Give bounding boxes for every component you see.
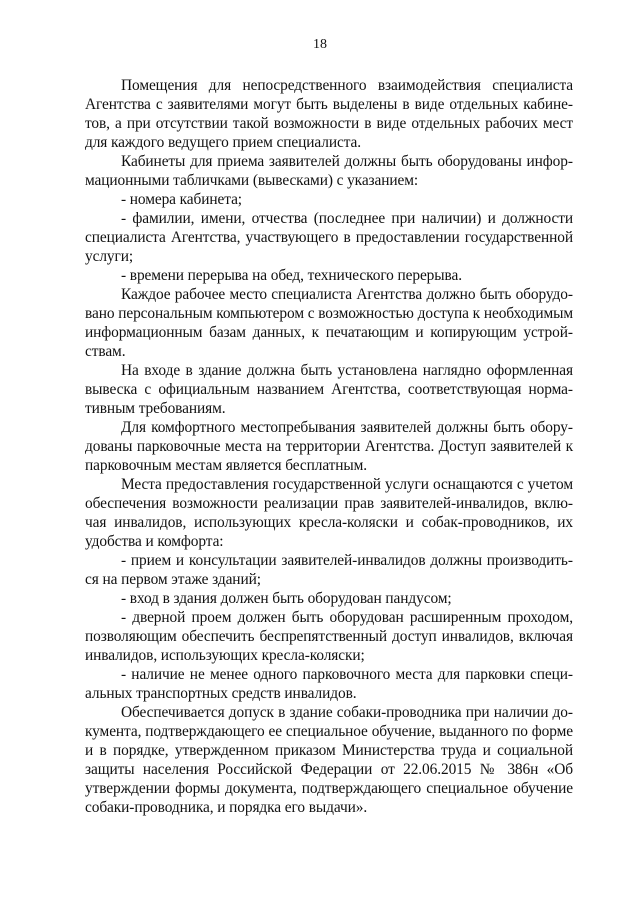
paragraph-workplace-equipment: Каждое рабочее место специалиста Агентства должно быть оборудовано персональным компьютером с возможностью доступа к необходимым информационным базам данных, к печатающим и копирующим устройствам. <box>85 286 573 360</box>
paragraph-cabinets-signs: Кабинеты для приема заявителей должны быть оборудованы информационными табличками (вывесками) с указанием: <box>85 153 573 189</box>
paragraph-accessibility: Места предоставления государственной услуги оснащаются с учетом обеспечения возможности реализации прав заявителей-инвалидов, включая инвалидов, использующих кресла-коляски и собак-проводников, их удобства и комфорта: <box>85 476 573 550</box>
list-item-break-time: - времени перерыва на обед, технического перерыва. <box>121 267 462 284</box>
document-body <box>85 76 573 817</box>
list-item-specialist-name: - фамилии, имени, отчества (последнее при наличии) и должности специалиста Агентства, участвующего в предоставлении государственной услуги; <box>85 210 573 265</box>
list-item-cabinet-number: - номера кабинета; <box>121 191 242 208</box>
paragraph-entrance-sign: На входе в здание должна быть установлена наглядно оформленная вывеска с официальным названием Агентства, соответствующая нормативным требованиям. <box>85 362 573 417</box>
list-item-disabled-parking: - наличие не менее одного парковочного места для парковки специальных транспортных средств инвалидов. <box>85 666 573 702</box>
list-item-ground-floor: - прием и консультации заявителей-инвалидов должны производиться на первом этаже зданий; <box>85 552 573 588</box>
paragraph-parking: Для комфортного местопребывания заявителей должны быть оборудованы парковочные места на территории Агентства. Доступ заявителей к парковочным местам является бесплатным. <box>85 419 573 474</box>
list-item-ramp: - вход в здания должен быть оборудован пандусом; <box>121 590 452 607</box>
paragraph-guide-dog: Обеспечивается допуск в здание собаки-проводника при наличии документа, подтверждающего ее специальное обучение, выданного по форме и в порядке, утвержденном приказом Министерства труда и социальной защиты населения Российской Федерации от 22.06.2015 № 386н «Об утверждении формы документа, подтверждающего специальное обучение собаки-проводника, и порядка его выдачи». <box>85 704 573 816</box>
paragraph-premises: Помещения для непосредственного взаимодействия специалиста Агентства с заявителями могут быть выделены в виде отдельных кабинетов, а при отсутствии такой возможности в виде отдельных рабочих мест для каждого ведущего прием специалиста. <box>85 77 573 151</box>
list-item-doorway: - дверной проем должен быть оборудован расширенным проходом, позволяющим обеспечить беспрепятственный доступ инвалидов, включая инвалидов, использующих кресла-коляски; <box>85 609 573 664</box>
page-number: 18 <box>313 37 327 52</box>
